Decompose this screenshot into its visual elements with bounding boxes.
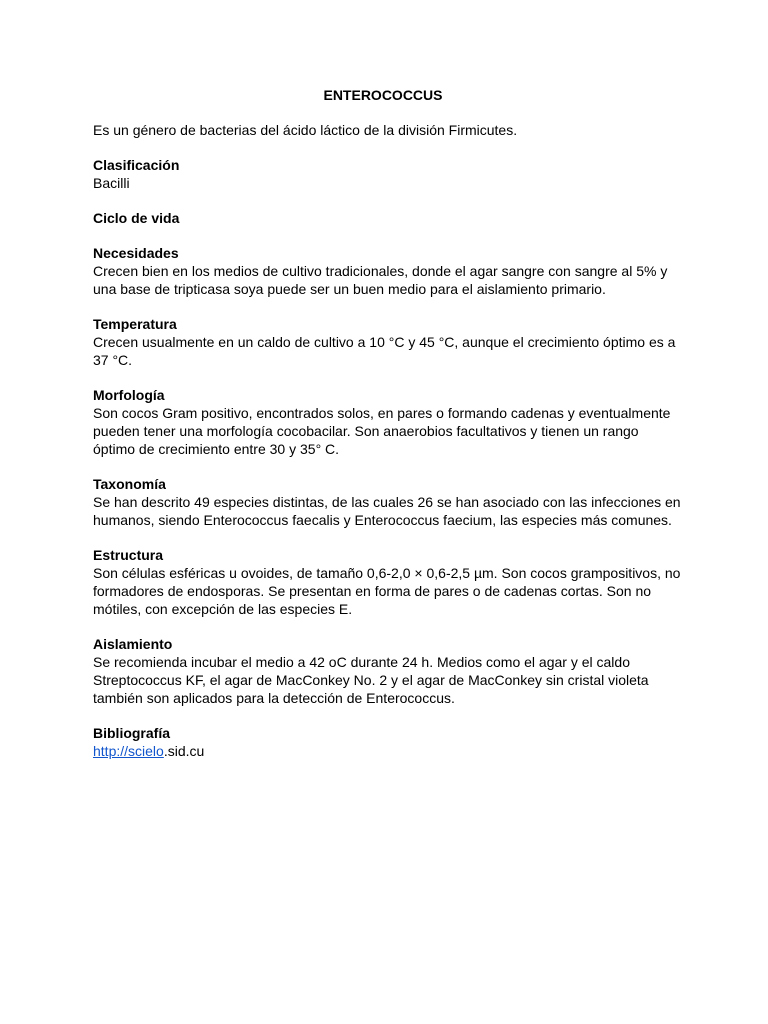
section-taxonomia [93, 475, 683, 529]
document-title: ENTEROCOCCUS [323, 87, 443, 103]
section-text: Se han descrito 49 especies distintas, de las cuales 26 se han asociado con las infecciones en humanos, siendo Enterococcus faecalis y Enterococcus faecium, las especies más comunes. [93, 494, 681, 528]
section-temperatura [93, 315, 683, 369]
section-necesidades [93, 244, 683, 298]
section-bibliografia [93, 724, 683, 760]
bibliography-link-suffix: .sid.cu [163, 743, 205, 759]
section-text: Bacilli [93, 175, 130, 191]
section-heading: Clasificación [93, 157, 180, 173]
bibliography-link[interactable]: http://scielo [93, 743, 164, 759]
bibliography-entry [93, 742, 683, 760]
section-heading: Morfología [93, 387, 165, 403]
section-heading: Estructura [93, 547, 164, 563]
section-heading: Bibliografía [93, 725, 171, 741]
section-text: Son células esféricas u ovoides, de tamaño 0,6-2,0 × 0,6-2,5 µm. Son cocos grampositivos, no formadores de endosporas. Se presentan en forma de pares o de cadenas cortas. Son no mótiles, con excepción de las especies E. [93, 565, 681, 617]
section-text: Son cocos Gram positivo, encontrados solos, en pares o formando cadenas y eventualmente pueden tener una morfología cocobacilar. Son anaerobios facultativos y tienen un rango óptimo de crecimiento entre 30 y 35° C. [93, 405, 671, 457]
section-estructura [93, 546, 683, 618]
document-page [93, 86, 683, 777]
section-text: Se recomienda incubar el medio a 42 oC durante 24 h. Medios como el agar y el caldo Streptococcus KF, el agar de MacConkey No. 2 y el agar de MacConkey sin cristal violeta también son aplicados para la detección de Enterococcus. [93, 654, 649, 706]
section-heading: Aislamiento [93, 636, 173, 652]
intro-paragraph: Es un género de bacterias del ácido láctico de la división Firmicutes. [93, 122, 518, 138]
section-clasificacion [93, 156, 683, 192]
section-heading: Temperatura [93, 316, 177, 332]
section-morfologia [93, 386, 683, 458]
section-text: Crecen usualmente en un caldo de cultivo a 10 °C y 45 °C, aunque el crecimiento óptimo es a 37 °C. [93, 334, 676, 368]
section-heading: Taxonomía [93, 476, 166, 492]
section-heading: Necesidades [93, 245, 179, 261]
section-aislamiento [93, 635, 683, 707]
section-ciclo-de-vida [93, 209, 683, 227]
section-heading: Ciclo de vida [93, 210, 180, 226]
section-text: Crecen bien en los medios de cultivo tradicionales, donde el agar sangre con sangre al 5% y una base de tripticasa soya puede ser un buen medio para el aislamiento primario. [93, 263, 668, 297]
